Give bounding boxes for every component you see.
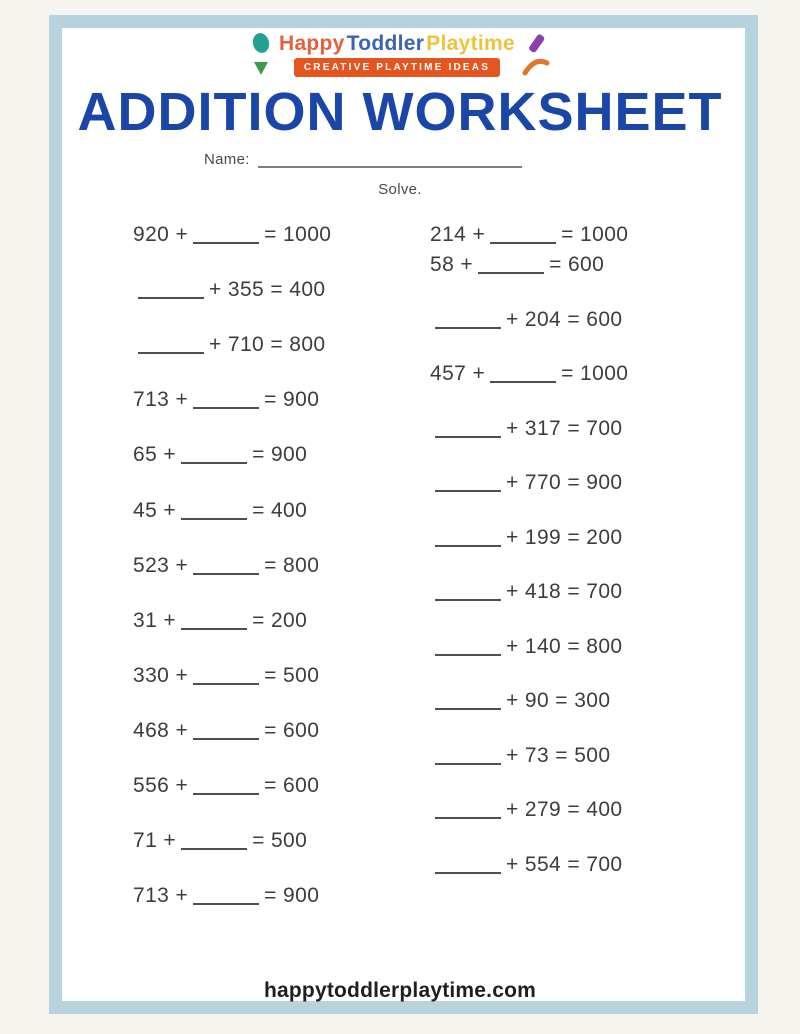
- problem-row: [133, 608, 307, 634]
- page-title: ADDITION WORKSHEET: [77, 82, 723, 142]
- problem-row: [133, 332, 326, 358]
- problem-prefix: 330 +: [133, 664, 189, 687]
- problem-row: [430, 525, 623, 551]
- problem-row: [133, 663, 319, 689]
- problem-suffix: = 500: [264, 664, 320, 687]
- answer-blank[interactable]: [435, 817, 501, 819]
- problem-row: [133, 442, 307, 468]
- problem-row: [133, 773, 319, 799]
- answer-blank[interactable]: [435, 763, 501, 765]
- problem-prefix: 58 +: [430, 253, 474, 276]
- problem-row: [133, 277, 326, 303]
- problem-prefix: 65 +: [133, 443, 177, 466]
- problem-suffix: = 600: [549, 253, 605, 276]
- problem-suffix: + 710 = 800: [209, 333, 326, 356]
- problem-suffix: = 900: [252, 443, 308, 466]
- logo-left-icons: [250, 32, 272, 78]
- answer-blank[interactable]: [490, 242, 556, 244]
- problem-suffix: + 204 = 600: [506, 308, 623, 331]
- answer-blank[interactable]: [138, 352, 204, 354]
- answer-blank[interactable]: [435, 708, 501, 710]
- egg-icon: [251, 32, 272, 55]
- problem-row: [133, 387, 319, 413]
- problem-row: [133, 718, 319, 744]
- answer-blank[interactable]: [193, 738, 259, 740]
- problem-row: [430, 688, 610, 714]
- problem-suffix: + 140 = 800: [506, 635, 623, 658]
- problem-suffix: + 418 = 700: [506, 580, 623, 603]
- problem-suffix: + 355 = 400: [209, 278, 326, 301]
- problem-row: [133, 553, 319, 579]
- answer-blank[interactable]: [138, 297, 204, 299]
- brand-logo: [0, 32, 800, 80]
- answer-blank[interactable]: [435, 872, 501, 874]
- footer-website: happytoddlerplaytime.com: [263, 979, 537, 1002]
- problem-prefix: 713 +: [133, 884, 189, 907]
- problem-row: [430, 743, 610, 769]
- problem-prefix: 523 +: [133, 554, 189, 577]
- problem-row: [133, 498, 307, 524]
- problem-row: [430, 470, 623, 496]
- problem-suffix: = 900: [264, 388, 320, 411]
- answer-blank[interactable]: [181, 628, 247, 630]
- problem-row: [430, 579, 623, 605]
- problem-prefix: 214 +: [430, 223, 486, 246]
- answer-blank[interactable]: [193, 407, 259, 409]
- answer-blank[interactable]: [193, 242, 259, 244]
- problem-suffix: = 400: [252, 499, 308, 522]
- logo-tagline: CREATIVE PLAYTIME IDEAS: [294, 58, 500, 77]
- problem-suffix: + 554 = 700: [506, 853, 623, 876]
- answer-blank[interactable]: [435, 654, 501, 656]
- answer-blank[interactable]: [435, 490, 501, 492]
- answer-blank[interactable]: [435, 436, 501, 438]
- instruction-text: Solve.: [378, 181, 422, 198]
- problem-row: [430, 797, 623, 823]
- problem-prefix: 457 +: [430, 362, 486, 385]
- problem-suffix: + 199 = 200: [506, 526, 623, 549]
- problem-row: [430, 634, 623, 660]
- answer-blank[interactable]: [181, 518, 247, 520]
- brand-word: Toddler: [346, 32, 425, 55]
- problem-prefix: 31 +: [133, 609, 177, 632]
- problem-prefix: 556 +: [133, 774, 189, 797]
- name-label: Name:: [204, 151, 250, 168]
- problem-row: [430, 222, 628, 248]
- problem-row: [430, 361, 628, 387]
- problem-suffix: = 800: [264, 554, 320, 577]
- problem-row: [133, 222, 331, 248]
- problem-prefix: 71 +: [133, 829, 177, 852]
- problem-suffix: = 600: [264, 719, 320, 742]
- problem-suffix: = 200: [252, 609, 308, 632]
- answer-blank[interactable]: [193, 903, 259, 905]
- problem-row: [430, 416, 623, 442]
- problem-prefix: 920 +: [133, 223, 189, 246]
- logo-right-icons: [522, 32, 550, 80]
- answer-blank[interactable]: [193, 683, 259, 685]
- logo-text: [279, 32, 515, 77]
- answer-blank[interactable]: [435, 545, 501, 547]
- problem-suffix: = 1000: [264, 223, 332, 246]
- marker-icon: [528, 33, 545, 53]
- answer-blank[interactable]: [435, 599, 501, 601]
- name-row: [204, 151, 522, 168]
- brand-name: [279, 32, 515, 55]
- problem-prefix: 713 +: [133, 388, 189, 411]
- problem-suffix: + 73 = 500: [506, 744, 611, 767]
- problem-row: [430, 307, 623, 333]
- answer-blank[interactable]: [490, 381, 556, 383]
- brand-word: Playtime: [426, 32, 515, 55]
- answer-blank[interactable]: [181, 848, 247, 850]
- problem-row: [430, 852, 623, 878]
- answer-blank[interactable]: [435, 327, 501, 329]
- answer-blank[interactable]: [193, 793, 259, 795]
- problem-row: [133, 828, 307, 854]
- problem-suffix: = 600: [264, 774, 320, 797]
- answer-blank[interactable]: [193, 573, 259, 575]
- problem-prefix: 468 +: [133, 719, 189, 742]
- problem-suffix: + 770 = 900: [506, 471, 623, 494]
- triangle-icon: [254, 62, 268, 75]
- name-line[interactable]: [258, 151, 522, 168]
- problem-suffix: = 900: [264, 884, 320, 907]
- problem-suffix: + 279 = 400: [506, 798, 623, 821]
- answer-blank[interactable]: [478, 272, 544, 274]
- problem-prefix: 45 +: [133, 499, 177, 522]
- answer-blank[interactable]: [181, 462, 247, 464]
- crayon-swoosh-icon: [525, 61, 547, 73]
- problem-row: [430, 252, 604, 278]
- problem-row: [133, 883, 319, 909]
- problem-suffix: = 1000: [561, 362, 629, 385]
- problem-suffix: + 90 = 300: [506, 689, 611, 712]
- brand-word: Happy: [278, 32, 345, 55]
- problem-suffix: = 500: [252, 829, 308, 852]
- problem-suffix: + 317 = 700: [506, 417, 623, 440]
- problem-suffix: = 1000: [561, 223, 629, 246]
